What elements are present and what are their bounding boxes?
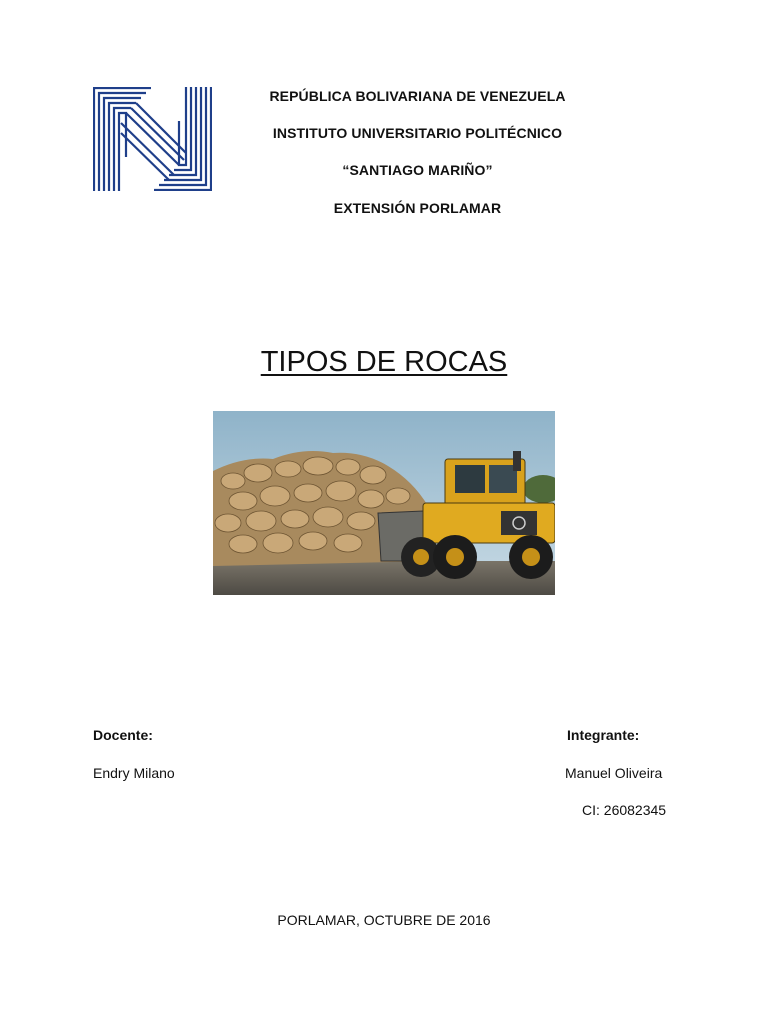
rocks-and-loader-photo	[213, 411, 555, 595]
docente-name: Endry Milano	[93, 765, 175, 781]
republic-heading: REPÚBLICA BOLIVARIANA DE VENEZUELA	[269, 88, 566, 104]
integrante-name: Manuel Oliveira	[565, 765, 663, 781]
document-title-text: TIPOS DE ROCAS	[260, 346, 508, 378]
extension-heading: EXTENSIÓN PORLAMAR	[333, 200, 502, 216]
docente-label: Docente:	[93, 727, 153, 743]
institute-name-heading: “SANTIAGO MARIÑO”	[342, 162, 493, 178]
document-title	[0, 346, 768, 379]
institute-heading: INSTITUTO UNIVERSITARIO POLITÉCNICO	[272, 125, 563, 141]
integrante-label: Integrante:	[567, 727, 640, 743]
integrante-ci: CI: 26082345	[582, 802, 667, 818]
footer-place-date: PORLAMAR, OCTUBRE DE 2016	[277, 912, 491, 928]
iutpsm-logo-icon	[93, 87, 212, 191]
